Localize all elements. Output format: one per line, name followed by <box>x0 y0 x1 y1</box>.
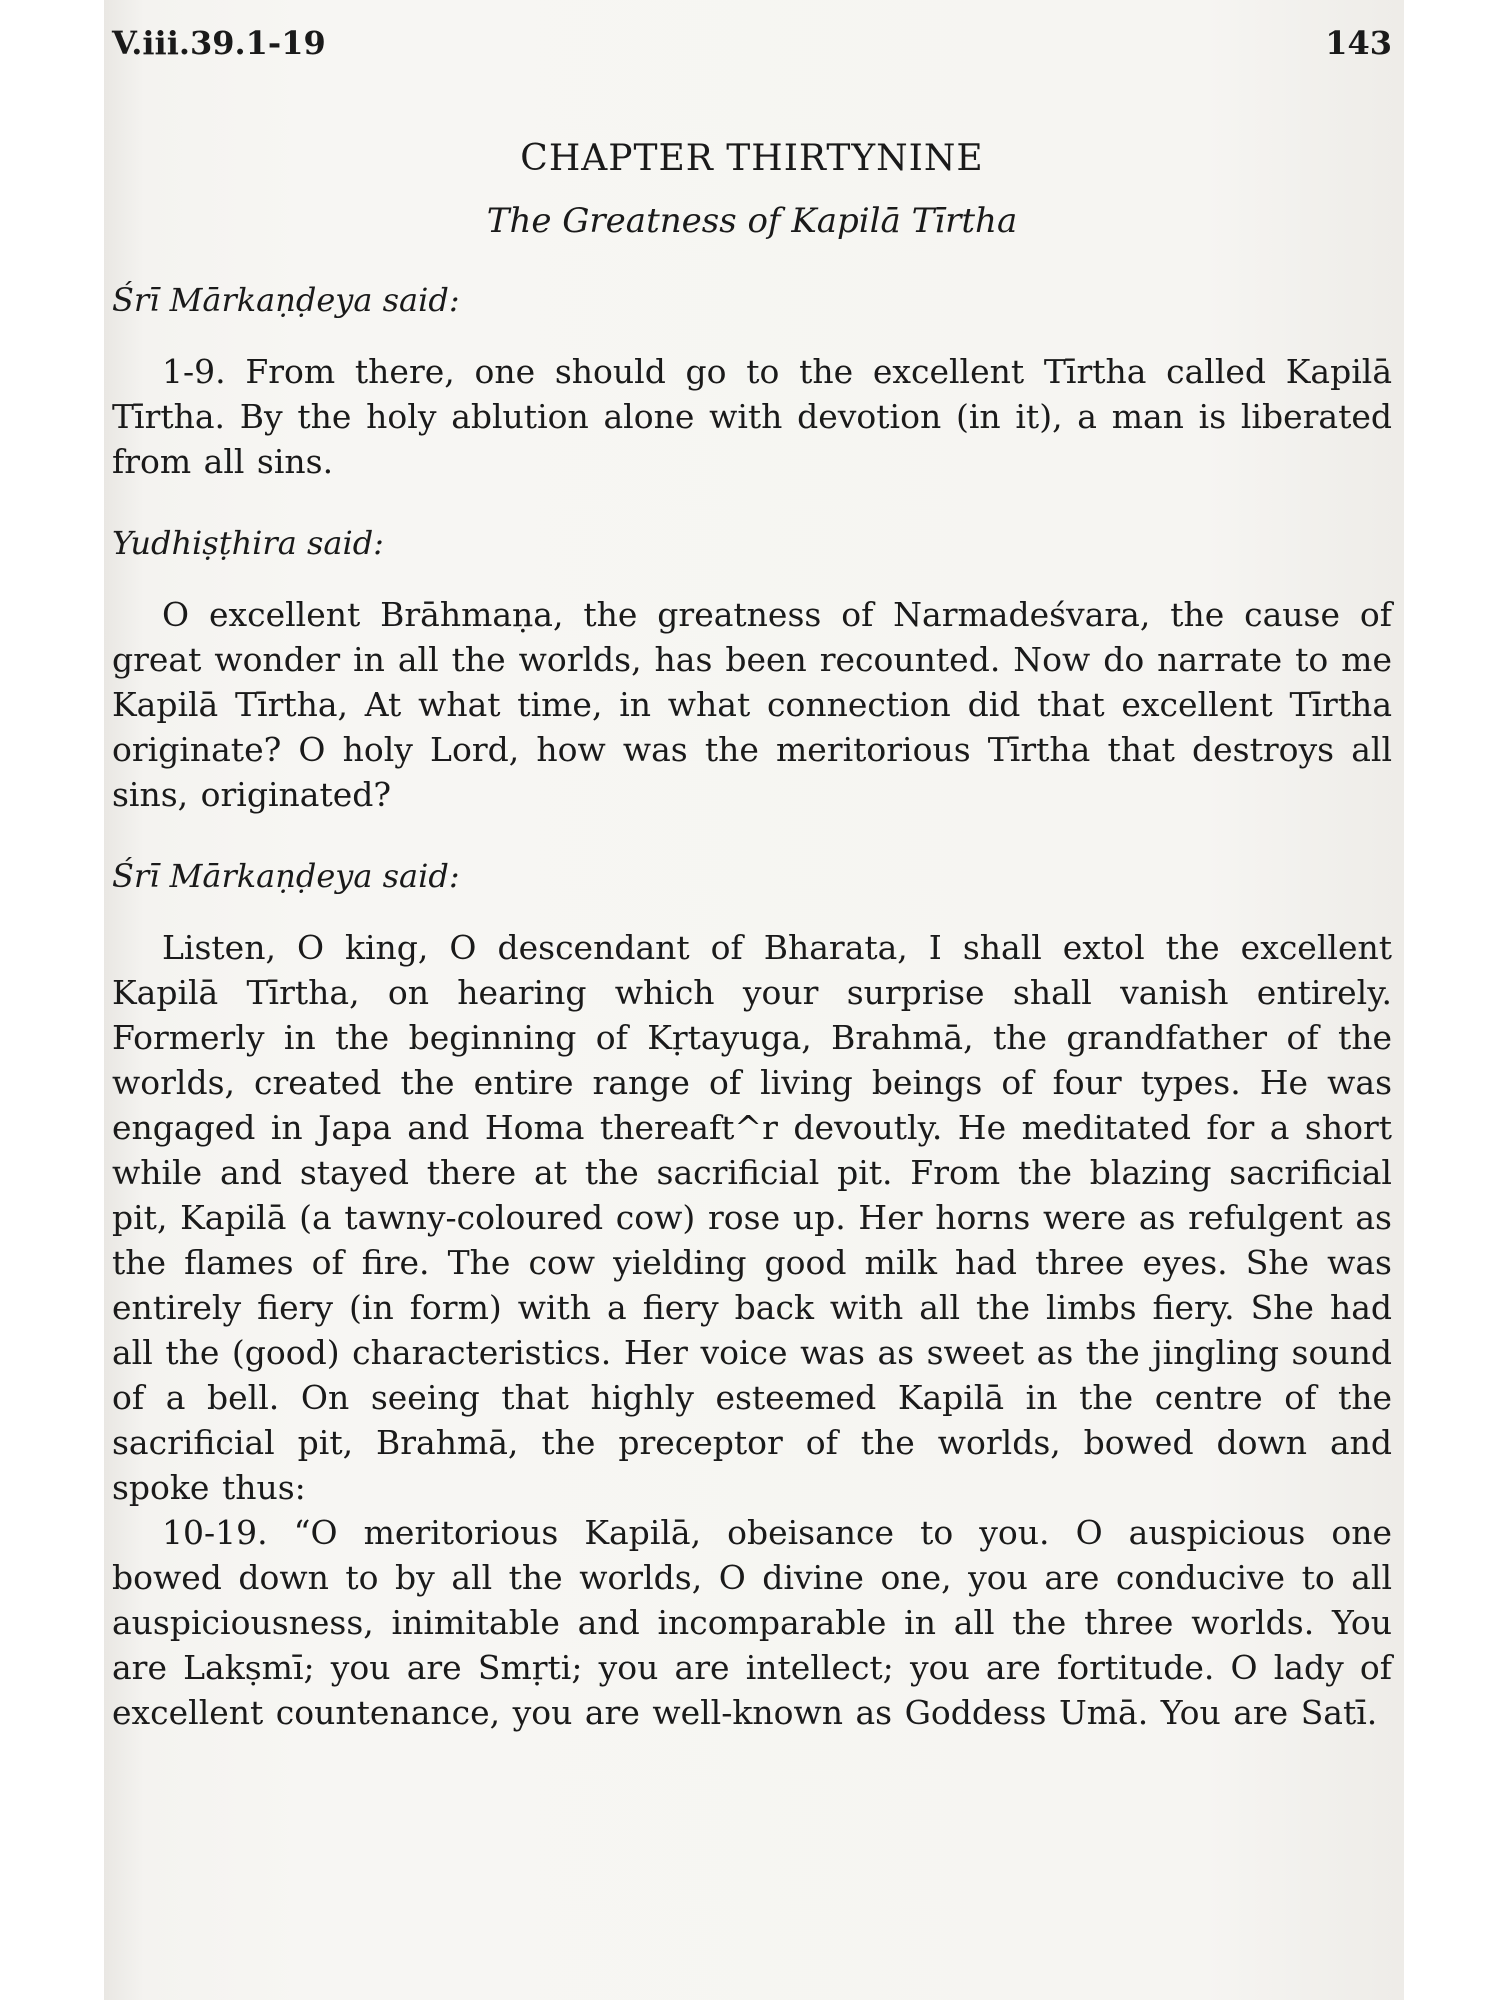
verse-1-9: 1-9. From there, one should go to the excellent Tīrtha called Kapilā Tīrtha. By the holy ablution alone with devotion (in it), a man is liberated from all sins. <box>112 352 1392 481</box>
section-reference: V.iii.39.1-19 <box>112 24 326 62</box>
speaker-markandeya-2: Śrī Mārkaṇḍeya said: <box>112 857 460 895</box>
speaker-yudhisthira: Yudhiṣṭhira said: <box>112 524 384 562</box>
markandeya-narration: Listen, O king, O descendant of Bharata, I shall extol the excellent Kapilā Tīrtha, on hearing which your surprise shall vanish entirely. Formerly in the beginning of Kṛtayuga, Brahmā, the grandfather of the worlds, created the entire range of living beings of four types. He was engaged in Japa and Homa thereaft^r devoutly. He meditated for a short while and stayed there at the sacrificial pit. From the blazing sacrificial pit, Kapilā (a tawny-coloured cow) rose up. Her horns were as refulgent as the flames of fire. The cow yielding good milk had three eyes. She was entirely fiery (in form) with a fiery back with all the limbs fiery. She had all the (good) characteristics. Her voice was as sweet as the jingling sound of a bell. On seeing that highly esteemed Kapilā in the centre of the sacrificial pit, Brahmā, the preceptor of the worlds, bowed down and spoke thus: <box>112 928 1392 1507</box>
chapter-title: CHAPTER THIRTYNINE <box>520 138 984 179</box>
verse-10-19: 10-19. “O meritorious Kapilā, obeisance to you. O auspicious one bowed down to by all the worlds, O divine one, you are conducive to all auspiciousness, inimitable and incomparable in all the three worlds. You are Lakṣmī; you are Smṛti; you are intellect; you are fortitude. O lady of excellent countenance, you are well-known as Goddess Umā. You are Satī. <box>112 1513 1392 1732</box>
chapter-subtitle: The Greatness of Kapilā Tīrtha <box>486 201 1018 241</box>
page-text <box>112 24 1392 1735</box>
page-number: 143 <box>1325 24 1392 62</box>
speaker-markandeya-1: Śrī Mārkaṇḍeya said: <box>112 281 460 319</box>
running-header <box>112 24 1392 72</box>
yudhisthira-question: O excellent Brāhmaṇa, the greatness of Narmadeśvara, the cause of great wonder in all the worlds, has been recounted. Now do narrate to me Kapilā Tīrtha, At what time, in what connection did that excellent Tīrtha originate? O holy Lord, how was the meritorious Tīrtha that destroys all sins, originated? <box>112 595 1392 814</box>
